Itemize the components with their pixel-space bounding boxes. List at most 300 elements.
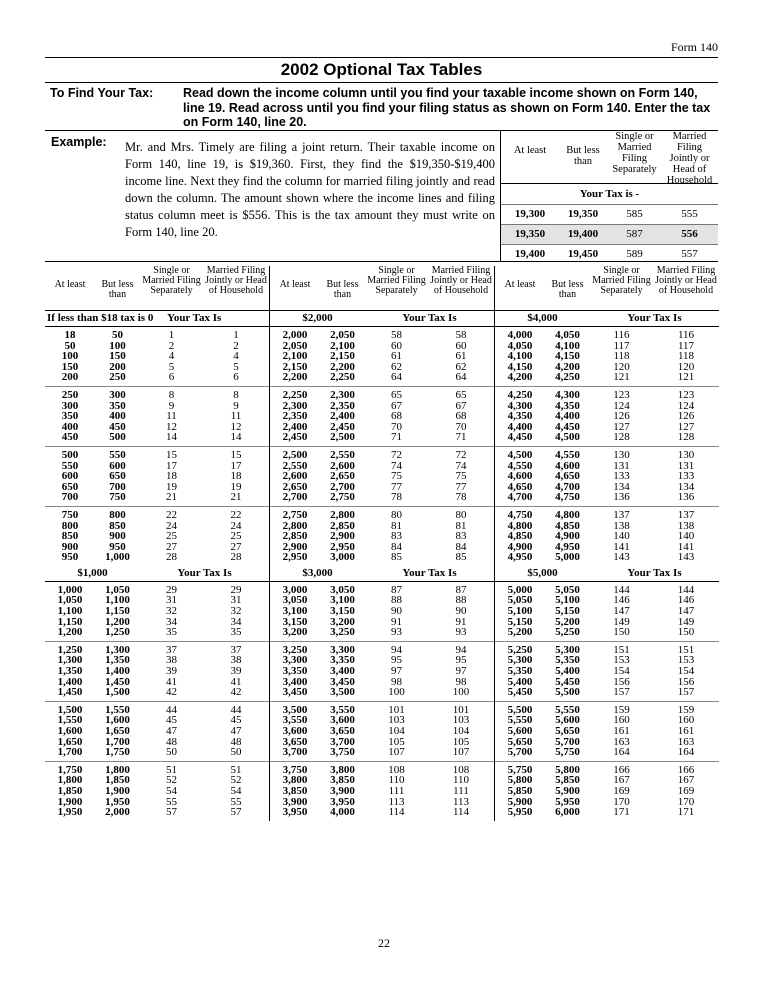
cell-married: 42 (230, 686, 242, 699)
cell-but-less-than: 3,800 (330, 763, 355, 776)
your-tax-label: Your Tax Is (402, 566, 457, 579)
cell-at-least: 5,400 (507, 675, 533, 688)
cell-but-less-than: 3,550 (330, 703, 355, 716)
cell-married: 70 (455, 420, 467, 433)
cell-at-least: 5,150 (507, 615, 533, 628)
cell-at-least: 1,900 (57, 795, 83, 808)
cell-but-less-than: 3,250 (330, 626, 355, 639)
table-row (270, 807, 494, 818)
cell-married: 25 (230, 530, 242, 543)
cell-but-less-than: 4,550 (555, 448, 580, 461)
cell-at-least: 3,050 (282, 594, 308, 607)
example-text-area (45, 131, 500, 261)
cell-married: 97 (455, 665, 467, 678)
cell-at-least: 3,900 (282, 795, 308, 808)
cell-married: 98 (455, 675, 467, 688)
cell-married: 124 (677, 399, 695, 412)
cell-single: 97 (391, 665, 402, 678)
cell-single: 32 (166, 605, 177, 618)
table-row (495, 492, 719, 503)
cell-married: 121 (677, 371, 695, 384)
cell-married: 130 (677, 448, 695, 461)
cell-single: 6 (168, 371, 175, 384)
cell-single: 161 (613, 725, 630, 737)
cell-married: 83 (455, 530, 467, 543)
cell-married: 51 (230, 763, 242, 776)
cell-married: 58 (455, 329, 467, 341)
cell-married: 24 (230, 519, 242, 532)
cell-but-less-than: 3,650 (330, 725, 355, 737)
mini-cell-but: 19,450 (567, 248, 599, 260)
cell-but-less-than: 4,700 (555, 480, 580, 493)
cell-but-less-than: 5,550 (555, 703, 580, 716)
row-group (495, 447, 719, 507)
example-label: Example: (51, 135, 107, 149)
cell-at-least: 2,550 (282, 459, 308, 472)
cell-at-least: 5,800 (507, 774, 533, 787)
cell-at-least: 4,900 (507, 540, 533, 553)
cell-single: 171 (613, 806, 630, 819)
cell-at-least: 3,400 (282, 675, 308, 688)
cell-but-less-than: 850 (109, 519, 126, 532)
cell-married: 27 (230, 540, 242, 553)
cell-at-least: 5,950 (507, 806, 533, 819)
cell-single: 1 (168, 329, 175, 341)
row-group (45, 642, 269, 702)
cell-but-less-than: 2,800 (330, 508, 355, 521)
table-row (495, 390, 719, 401)
cell-married: 74 (455, 459, 467, 472)
cell-at-least: 4,050 (507, 339, 533, 352)
cell-at-least: 1,400 (57, 675, 83, 688)
cell-single: 77 (391, 480, 402, 493)
cell-but-less-than: 5,950 (555, 795, 580, 808)
cell-single: 37 (166, 643, 177, 656)
cell-at-least: 600 (61, 470, 79, 483)
cell-married: 87 (455, 583, 467, 596)
cell-but-less-than: 1,000 (105, 551, 130, 564)
cell-married: 45 (230, 714, 242, 727)
cell-married: 91 (455, 615, 467, 628)
cell-at-least: 5,050 (507, 594, 533, 607)
cell-at-least: 2,750 (282, 508, 308, 521)
cell-but-less-than: 2,550 (330, 448, 355, 461)
cell-at-least: 1,650 (57, 735, 83, 748)
cell-married: 146 (677, 594, 695, 607)
cell-but-less-than: 3,050 (330, 583, 355, 596)
table-row (45, 492, 269, 503)
cell-at-least: 4,600 (507, 470, 533, 483)
cell-at-least: 1,200 (57, 626, 83, 639)
row-group (495, 387, 719, 447)
cell-but-less-than: 1,900 (105, 784, 130, 797)
cell-married: 141 (677, 540, 695, 553)
cell-but-less-than: 3,000 (330, 551, 355, 564)
cell-single: 94 (391, 643, 402, 656)
cell-single: 17 (166, 459, 177, 472)
cell-married: 157 (677, 686, 695, 699)
cell-married: 118 (677, 350, 695, 363)
cell-married: 100 (452, 686, 470, 699)
cell-single: 38 (166, 654, 177, 667)
header-single: Single or Married Filing Separately (367, 265, 426, 296)
cell-at-least: 1,750 (57, 763, 83, 776)
cell-married: 170 (677, 795, 695, 808)
cell-married: 111 (453, 784, 469, 797)
cell-but-less-than: 2,150 (330, 350, 355, 363)
cell-but-less-than: 400 (109, 410, 126, 423)
your-tax-label: Your Tax Is (167, 312, 222, 324)
table-row (270, 432, 494, 443)
cell-married: 160 (677, 714, 695, 727)
cell-married: 77 (455, 480, 467, 493)
cell-at-least: 3,100 (282, 605, 308, 618)
cell-married: 137 (677, 508, 695, 521)
column-header (270, 266, 494, 311)
section-band (495, 566, 719, 582)
cell-married: 113 (452, 795, 470, 808)
header-single: Single or Married Filing Separately (592, 265, 651, 296)
cell-at-least: 450 (61, 431, 79, 444)
table-body (495, 582, 719, 821)
row-group (270, 642, 494, 702)
table-row (495, 330, 719, 341)
cell-but-less-than: 2,600 (330, 459, 355, 472)
tax-table-columns (45, 266, 718, 821)
cell-married: 2 (233, 339, 239, 352)
cell-married: 8 (233, 388, 239, 401)
your-tax-label: Your Tax Is (402, 312, 457, 324)
cell-but-less-than: 350 (109, 399, 126, 412)
cell-at-least: 5,100 (507, 605, 533, 618)
cell-married: 57 (230, 806, 242, 819)
cell-married: 166 (677, 763, 695, 776)
cell-but-less-than: 1,450 (105, 675, 130, 688)
cell-but-less-than: 1,550 (105, 703, 130, 716)
cell-single: 71 (391, 431, 402, 444)
cell-but-less-than: 5,600 (555, 714, 580, 727)
cell-at-least: 1,000 (57, 583, 83, 596)
your-tax-label: Your Tax Is (627, 312, 682, 324)
cell-single: 163 (613, 735, 630, 748)
header-married: Married Filing Jointly or Head of Household (655, 265, 717, 296)
cell-at-least: 5,850 (507, 784, 533, 797)
cell-but-less-than: 5,650 (555, 725, 580, 737)
cell-but-less-than: 3,850 (330, 774, 355, 787)
header-but-less-than: But less than (551, 279, 584, 300)
cell-single: 151 (613, 643, 630, 656)
table-row (495, 552, 719, 563)
cell-single: 34 (166, 615, 177, 628)
cell-married: 138 (677, 519, 695, 532)
cell-at-least: 2,150 (282, 360, 308, 373)
cell-at-least: 2,000 (282, 329, 308, 341)
cell-married: 154 (677, 665, 695, 678)
cell-but-less-than: 1,600 (105, 714, 130, 727)
cell-married: 136 (677, 491, 695, 504)
cell-at-least: 3,000 (282, 583, 308, 596)
cell-at-least: 5,300 (507, 654, 533, 667)
cell-married: 88 (455, 594, 467, 607)
cell-single: 101 (388, 703, 405, 716)
header-married: Married Filing Jointly or Head of Household (430, 265, 492, 296)
cell-at-least: 4,850 (507, 530, 533, 543)
cell-married: 101 (452, 703, 470, 716)
cell-but-less-than: 5,050 (555, 583, 580, 596)
mini-header-but-less-than: But less than (566, 145, 600, 167)
section-band (270, 566, 494, 582)
page-number: 22 (378, 936, 390, 950)
row-group (495, 582, 719, 642)
cell-single: 18 (166, 470, 177, 483)
cell-single: 61 (391, 350, 402, 363)
cell-at-least: 350 (61, 410, 79, 423)
cell-single: 2 (168, 339, 175, 352)
table-row (495, 786, 719, 797)
row-group (270, 447, 494, 507)
cell-at-least: 4,250 (507, 388, 533, 401)
cell-single: 147 (613, 605, 630, 618)
row-group (495, 702, 719, 762)
cell-married: 147 (677, 605, 695, 618)
cell-but-less-than: 4,850 (555, 519, 580, 532)
cell-at-least: 3,700 (282, 746, 308, 759)
cell-at-least: 1,500 (57, 703, 83, 716)
section-label: $2,000 (302, 312, 333, 324)
cell-but-less-than: 1,850 (105, 774, 130, 787)
cell-married: 50 (230, 746, 242, 759)
cell-single: 118 (613, 350, 630, 363)
cell-but-less-than: 4,950 (555, 540, 580, 553)
cell-single: 113 (388, 795, 405, 808)
cell-single: 62 (391, 360, 402, 373)
cell-married: 128 (677, 431, 695, 444)
cell-single: 156 (613, 675, 630, 688)
your-tax-label: Your Tax Is (177, 566, 232, 579)
cell-single: 57 (166, 806, 177, 819)
cell-single: 25 (166, 530, 177, 543)
cell-at-least: 500 (61, 448, 79, 461)
cell-single: 12 (166, 420, 177, 433)
cell-at-least: 1,800 (57, 774, 83, 787)
cell-married: 39 (230, 665, 242, 678)
cell-single: 31 (166, 594, 177, 607)
cell-married: 116 (677, 329, 695, 341)
cell-at-least: 2,650 (282, 480, 308, 493)
cell-at-least: 3,850 (282, 784, 308, 797)
cell-at-least: 2,950 (282, 551, 308, 564)
table-row (45, 390, 269, 401)
mini-cell-single: 589 (626, 248, 643, 260)
section-label: $4,000 (527, 312, 558, 324)
cell-but-less-than: 3,950 (330, 795, 355, 808)
cell-single: 124 (613, 399, 630, 412)
cell-but-less-than: 5,450 (555, 675, 580, 688)
row-group (495, 762, 719, 821)
cell-married: 11 (230, 410, 242, 423)
header-single: Single or Married Filing Separately (142, 265, 201, 296)
cell-married: 84 (455, 540, 467, 553)
cell-at-least: 5,600 (507, 725, 533, 737)
cell-but-less-than: 4,350 (555, 399, 580, 412)
cell-married: 156 (677, 675, 695, 688)
cell-at-least: 800 (61, 519, 79, 532)
cell-but-less-than: 4,650 (555, 470, 580, 483)
cell-single: 55 (166, 795, 177, 808)
table-row (270, 552, 494, 563)
cell-at-least: 3,150 (282, 615, 308, 628)
cell-but-less-than: 1,150 (105, 605, 130, 618)
cell-at-least: 2,500 (282, 448, 308, 461)
row-group (270, 582, 494, 642)
cell-married: 72 (455, 448, 467, 461)
cell-at-least: 650 (61, 480, 79, 493)
cell-but-less-than: 650 (109, 470, 126, 483)
row-group (45, 327, 269, 387)
cell-married: 54 (230, 784, 242, 797)
cell-married: 95 (455, 654, 467, 667)
table-row (270, 726, 494, 737)
cell-at-least: 3,450 (282, 686, 308, 699)
cell-married: 103 (452, 714, 470, 727)
cell-married: 12 (230, 420, 242, 433)
cell-single: 98 (391, 675, 402, 688)
cell-at-least: 5,700 (507, 746, 533, 759)
cell-single: 91 (391, 615, 402, 628)
tax-column-1 (45, 266, 269, 821)
table-row (270, 687, 494, 698)
cell-but-less-than: 2,000 (105, 806, 130, 819)
cell-single: 111 (388, 784, 405, 797)
cell-but-less-than: 1,950 (105, 795, 130, 808)
table-row (495, 372, 719, 383)
cell-single: 47 (166, 725, 177, 737)
cell-but-less-than: 3,750 (330, 746, 355, 759)
cell-but-less-than: 2,200 (330, 360, 355, 373)
cell-married: 151 (677, 643, 695, 656)
cell-single: 35 (166, 626, 177, 639)
cell-but-less-than: 3,600 (330, 714, 355, 727)
cell-married: 65 (455, 388, 467, 401)
cell-but-less-than: 1,050 (105, 583, 130, 596)
cell-single: 136 (613, 491, 630, 504)
cell-but-less-than: 2,900 (330, 530, 355, 543)
cell-married: 1 (233, 329, 239, 341)
cell-married: 5 (233, 360, 239, 373)
section-band (45, 311, 269, 327)
cell-but-less-than: 3,400 (330, 665, 355, 678)
cell-married: 14 (230, 431, 242, 444)
cell-but-less-than: 2,250 (330, 371, 355, 384)
cell-single: 150 (613, 626, 630, 639)
cell-but-less-than: 800 (109, 508, 126, 521)
mini-table-header (501, 131, 718, 186)
cell-single: 4 (168, 350, 175, 363)
row-group (45, 447, 269, 507)
table-row (45, 687, 269, 698)
cell-but-less-than: 250 (109, 371, 126, 384)
cell-single: 84 (391, 540, 402, 553)
cell-at-least: 2,050 (282, 339, 308, 352)
cell-married: 131 (677, 459, 695, 472)
cell-married: 31 (230, 594, 242, 607)
table-body (45, 582, 269, 821)
cell-married: 149 (677, 615, 695, 628)
cell-at-least: 3,300 (282, 654, 308, 667)
cell-married: 64 (455, 371, 467, 384)
cell-at-least: 3,650 (282, 735, 308, 748)
cell-married: 161 (677, 725, 695, 737)
cell-married: 21 (230, 491, 242, 504)
cell-but-less-than: 1,350 (105, 654, 130, 667)
cell-single: 14 (166, 431, 177, 444)
cell-married: 44 (230, 703, 242, 716)
cell-at-least: 900 (61, 540, 79, 553)
cell-but-less-than: 5,250 (555, 626, 580, 639)
cell-single: 110 (388, 774, 405, 787)
tax-column-2 (269, 266, 494, 821)
page-title: 2002 Optional Tax Tables (280, 60, 483, 79)
cell-but-less-than: 750 (109, 491, 126, 504)
tax-table-page (45, 40, 718, 821)
cell-at-least: 5,200 (507, 626, 533, 639)
cell-married: 6 (233, 371, 239, 384)
cell-single: 128 (613, 431, 630, 444)
table-row (270, 492, 494, 503)
cell-at-least: 4,950 (507, 551, 533, 564)
cell-but-less-than: 700 (109, 480, 126, 493)
cell-married: 61 (455, 350, 467, 363)
cell-single: 123 (613, 388, 630, 401)
cell-single: 9 (168, 399, 175, 412)
cell-but-less-than: 5,300 (555, 643, 580, 656)
cell-at-least: 1,950 (57, 806, 83, 819)
cell-married: 9 (233, 399, 239, 412)
cell-single: 74 (391, 459, 402, 472)
cell-married: 114 (452, 806, 470, 819)
row-group (495, 507, 719, 566)
cell-at-least: 3,350 (282, 665, 308, 678)
table-row (270, 330, 494, 341)
cell-but-less-than: 4,500 (555, 431, 580, 444)
cell-married: 41 (230, 675, 242, 688)
cell-married: 80 (455, 508, 467, 521)
cell-married: 127 (677, 420, 695, 433)
row-group (270, 762, 494, 821)
cell-but-less-than: 5,400 (555, 665, 580, 678)
table-row (270, 510, 494, 521)
instructions-text: Read down the income column until you find your taxable income shown on Form 140, line 19. Read across until you find your filing status as shown on Form 140. Enter the tax on Form 140, line 20. (183, 86, 711, 129)
cell-but-less-than: 1,700 (105, 735, 130, 748)
cell-but-less-than: 5,900 (555, 784, 580, 797)
cell-married: 133 (677, 470, 695, 483)
cell-but-less-than: 1,200 (105, 615, 130, 628)
cell-single: 22 (166, 508, 177, 521)
cell-single: 80 (391, 508, 402, 521)
cell-married: 105 (452, 735, 470, 748)
cell-but-less-than: 2,850 (330, 519, 355, 532)
table-row (270, 450, 494, 461)
cell-but-less-than: 2,100 (330, 339, 355, 352)
row-group (270, 507, 494, 566)
instructions-label: To Find Your Tax: (50, 86, 154, 100)
cell-but-less-than: 5,850 (555, 774, 580, 787)
cell-at-least: 2,250 (282, 388, 308, 401)
table-row (495, 627, 719, 638)
row-group (45, 387, 269, 447)
cell-married: 150 (677, 626, 695, 639)
table-row (495, 747, 719, 758)
